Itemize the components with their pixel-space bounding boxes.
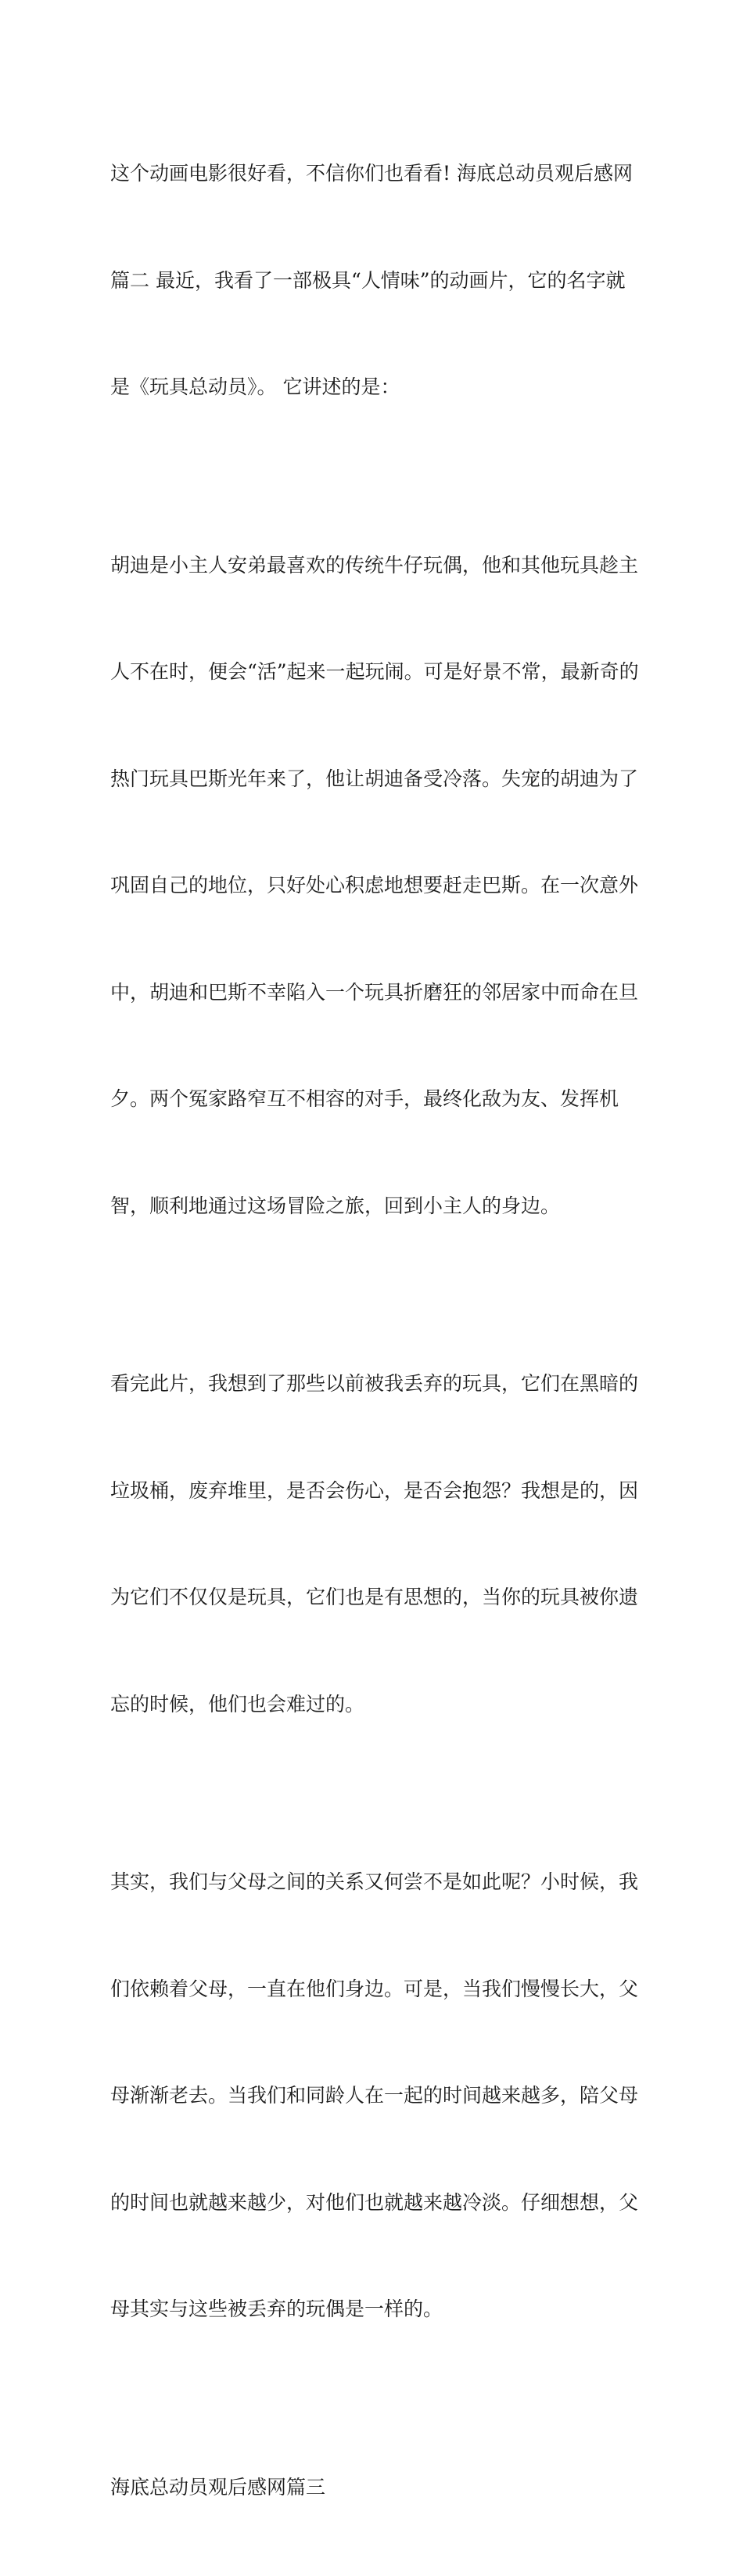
text-line: 母其实与这些被丢弃的玩偶是一样的。 [110, 2291, 634, 2327]
text-line: 垃圾桶，废弃堆里，是否会伤心，是否会抱怨？我想是的，因 [110, 1473, 634, 1509]
text-line: 胡迪是小主人安弟最喜欢的传统牛仔玩偶，他和其他玩具趁主 [110, 548, 634, 584]
paragraph-reflection [110, 1295, 634, 1793]
text-line: 看完此片，我想到了那些以前被我丢弃的玩具，它们在黑暗的 [110, 1366, 634, 1402]
text-line: 海底总动员观后感网篇三 [110, 2470, 634, 2506]
text-line: 的时间也就越来越少，对他们也就越来越冷淡。仔细想想，父 [110, 2185, 634, 2221]
text-line: 这个动画电影很好看，不信你们也看看! 海底总动员观后感网 [110, 156, 634, 192]
text-line: 为它们不仅仅是玩具，它们也是有思想的，当你的玩具被你遗 [110, 1579, 634, 1615]
section-heading [110, 2398, 634, 2576]
text-line: 夕。两个冤家路窄互不相容的对手，最终化敌为友、发挥机 [110, 1081, 634, 1117]
document-body [110, 84, 634, 2576]
text-line: 人不在时，便会“活”起来一起玩闹。可是好景不常，最新奇的 [110, 654, 634, 690]
paragraph-intro [110, 84, 634, 476]
text-line: 其实，我们与父母之间的关系又何尝不是如此呢？小时候，我 [110, 1864, 634, 1900]
text-line: 巩固自己的地位，只好处心积虑地想要赶走巴斯。在一次意外 [110, 868, 634, 904]
text-line: 篇二 最近，我看了一部极具“人情味”的动画片，它的名字就 [110, 263, 634, 299]
text-line: 中，胡迪和巴斯不幸陷入一个玩具折磨狂的邻居家中而命在旦 [110, 975, 634, 1011]
paragraph-parents [110, 1793, 634, 2398]
text-line: 热门玩具巴斯光年来了，他让胡迪备受冷落。失宠的胡迪为了 [110, 761, 634, 797]
text-line: 是《玩具总动员》。 它讲述的是： [110, 369, 634, 405]
document-page [0, 0, 743, 961]
text-line: 忘的时候，他们也会难过的。 [110, 1687, 634, 1723]
text-line: 智，顺利地通过这场冒险之旅，回到小主人的身边。 [110, 1188, 634, 1224]
text-line: 母渐渐老去。当我们和同龄人在一起的时间越来越多，陪父母 [110, 2078, 634, 2114]
paragraph-plot [110, 476, 634, 1295]
text-line: 们依赖着父母，一直在他们身边。可是，当我们慢慢长大，父 [110, 1971, 634, 2007]
